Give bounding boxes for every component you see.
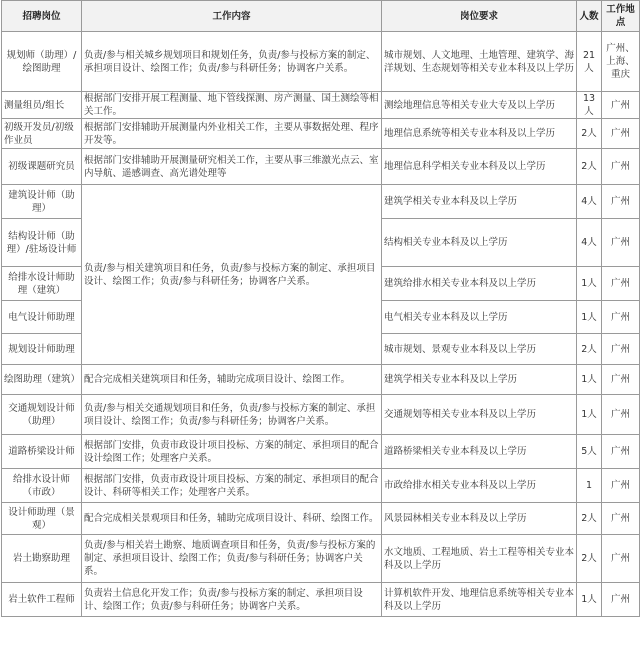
- table-row: [2, 535, 640, 583]
- requirement-cell: 地理信息科学相关专业本科及以上学历: [382, 149, 577, 185]
- content-cell: 根据部门安排，负责市政设计项目投标、方案的制定、承担项目的配合设计、科研等相关工作；处理客户关系。: [82, 469, 382, 503]
- requirement-cell: 水文地质、工程地质、岩土工程等相关专业本科及以上学历: [382, 535, 577, 583]
- requirement-cell: 建筑学相关专业本科及以上学历: [382, 185, 577, 219]
- table-row: [2, 583, 640, 617]
- header-requirements: 岗位要求: [382, 1, 577, 32]
- position-cell: 给排水设计师助理（建筑）: [2, 267, 82, 301]
- table-row: [2, 469, 640, 503]
- header-content: 工作内容: [82, 1, 382, 32]
- location-cell: 广州: [602, 365, 640, 395]
- requirement-cell: 地理信息系统等相关专业本科及以上学历: [382, 119, 577, 149]
- content-cell: 负责岩土信息化开发工作；负责/参与投标方案的制定、承担项目设计、绘图工作；负责/参与科研任务；协调客户关系。: [82, 583, 382, 617]
- count-cell: 5人: [577, 435, 602, 469]
- requirement-cell: 计算机软件开发、地理信息系统等相关专业本科及以上学历: [382, 583, 577, 617]
- table-row: [2, 365, 640, 395]
- location-cell: 广州: [602, 301, 640, 334]
- count-cell: 21人: [577, 32, 602, 92]
- position-cell: 交通规划设计师（助理）: [2, 395, 82, 435]
- content-cell: 根据部门安排辅助开展测量内外业相关工作，主要从事数据处理、程序开发等。: [82, 119, 382, 149]
- position-cell: 测量组员/组长: [2, 92, 82, 119]
- requirement-cell: 测绘地理信息等相关专业大专及以上学历: [382, 92, 577, 119]
- count-cell: 13人: [577, 92, 602, 119]
- requirement-cell: 交通规划等相关专业本科及以上学历: [382, 395, 577, 435]
- position-cell: 规划师（助理）/绘图助理: [2, 32, 82, 92]
- count-cell: 4人: [577, 185, 602, 219]
- content-cell: 配合完成相关景观项目和任务，辅助完成项目设计、科研、绘图工作。: [82, 503, 382, 535]
- content-cell: 负责/参与相关建筑项目和任务，负责/参与投标方案的制定、承担项目设计、绘图工作；负责/参与科研任务；协调客户关系。: [82, 185, 382, 365]
- table-row: [2, 435, 640, 469]
- table-row: [2, 32, 640, 92]
- location-cell: 广州: [602, 185, 640, 219]
- count-cell: 1人: [577, 365, 602, 395]
- position-cell: 岩土勘察助理: [2, 535, 82, 583]
- count-cell: 2人: [577, 503, 602, 535]
- count-cell: 2人: [577, 119, 602, 149]
- location-cell: 广州: [602, 267, 640, 301]
- location-cell: 广州: [602, 435, 640, 469]
- location-cell: 广州: [602, 535, 640, 583]
- location-cell: 广州、上海、重庆: [602, 32, 640, 92]
- requirement-cell: 建筑给排水相关专业本科及以上学历: [382, 267, 577, 301]
- header-count: 人数: [577, 1, 602, 32]
- header-location: 工作地点: [602, 1, 640, 32]
- position-cell: 初级课题研究员: [2, 149, 82, 185]
- table-row: [2, 185, 640, 219]
- table-row: [2, 149, 640, 185]
- count-cell: 1人: [577, 395, 602, 435]
- location-cell: 广州: [602, 469, 640, 503]
- location-cell: 广州: [602, 149, 640, 185]
- content-cell: 根据部门安排开展工程测量、地下管线探测、房产测量、国土测绘等相关工作。: [82, 92, 382, 119]
- requirement-cell: 结构相关专业本科及以上学历: [382, 219, 577, 267]
- position-cell: 建筑设计师（助理）: [2, 185, 82, 219]
- requirement-cell: 电气相关专业本科及以上学历: [382, 301, 577, 334]
- location-cell: 广州: [602, 395, 640, 435]
- count-cell: 1人: [577, 267, 602, 301]
- recruitment-table: [1, 0, 640, 617]
- table-row: [2, 119, 640, 149]
- requirement-cell: 市政给排水相关专业本科及以上学历: [382, 469, 577, 503]
- requirement-cell: 城市规划、人文地理、土地管理、建筑学、海洋规划、生态规划等相关专业本科及以上学历: [382, 32, 577, 92]
- content-cell: 根据部门安排辅助开展测量研究相关工作，主要从事三维激光点云、室内导航、遥感调查、高光谱处理等: [82, 149, 382, 185]
- requirement-cell: 风景园林相关专业本科及以上学历: [382, 503, 577, 535]
- position-cell: 规划设计师助理: [2, 334, 82, 365]
- count-cell: 2人: [577, 334, 602, 365]
- position-cell: 绘图助理（建筑）: [2, 365, 82, 395]
- count-cell: 2人: [577, 535, 602, 583]
- table-row: [2, 92, 640, 119]
- location-cell: 广州: [602, 219, 640, 267]
- position-cell: 电气设计师助理: [2, 301, 82, 334]
- position-cell: 岩土软件工程师: [2, 583, 82, 617]
- count-cell: 1: [577, 469, 602, 503]
- content-cell: 配合完成相关建筑项目和任务，辅助完成项目设计、绘图工作。: [82, 365, 382, 395]
- content-cell: 根据部门安排，负责市政设计项目投标、方案的制定、承担项目的配合设计绘图工作；处理客户关系。: [82, 435, 382, 469]
- position-cell: 给排水设计师（市政）: [2, 469, 82, 503]
- content-cell: 负责/参与相关岩土勘察、地质调查项目和任务，负责/参与投标方案的制定、承担项目设计、绘图工作；负责/参与科研任务；协调客户关系。: [82, 535, 382, 583]
- count-cell: 4人: [577, 219, 602, 267]
- header-row: [2, 1, 640, 32]
- position-cell: 设计师助理（景观）: [2, 503, 82, 535]
- location-cell: 广州: [602, 503, 640, 535]
- table-row: [2, 395, 640, 435]
- count-cell: 1人: [577, 583, 602, 617]
- content-cell: 负责/参与相关交通规划项目和任务，负责/参与投标方案的制定、承担项目设计、绘图工作；负责/参与科研任务；协调客户关系。: [82, 395, 382, 435]
- content-cell: 负责/参与相关城乡规划项目和规划任务，负责/参与投标方案的制定、承担项目设计、绘图工作；负责/参与科研任务；协调客户关系。: [82, 32, 382, 92]
- location-cell: 广州: [602, 334, 640, 365]
- location-cell: 广州: [602, 583, 640, 617]
- requirement-cell: 建筑学相关专业本科及以上学历: [382, 365, 577, 395]
- requirement-cell: 城市规划、景观专业本科及以上学历: [382, 334, 577, 365]
- location-cell: 广州: [602, 119, 640, 149]
- count-cell: 1人: [577, 301, 602, 334]
- position-cell: 结构设计师（助理）/驻场设计师: [2, 219, 82, 267]
- position-cell: 道路桥梁设计师: [2, 435, 82, 469]
- header-position: 招聘岗位: [2, 1, 82, 32]
- table-row: [2, 503, 640, 535]
- position-cell: 初级开发员/初级作业员: [2, 119, 82, 149]
- location-cell: 广州: [602, 92, 640, 119]
- count-cell: 2人: [577, 149, 602, 185]
- requirement-cell: 道路桥梁相关专业本科及以上学历: [382, 435, 577, 469]
